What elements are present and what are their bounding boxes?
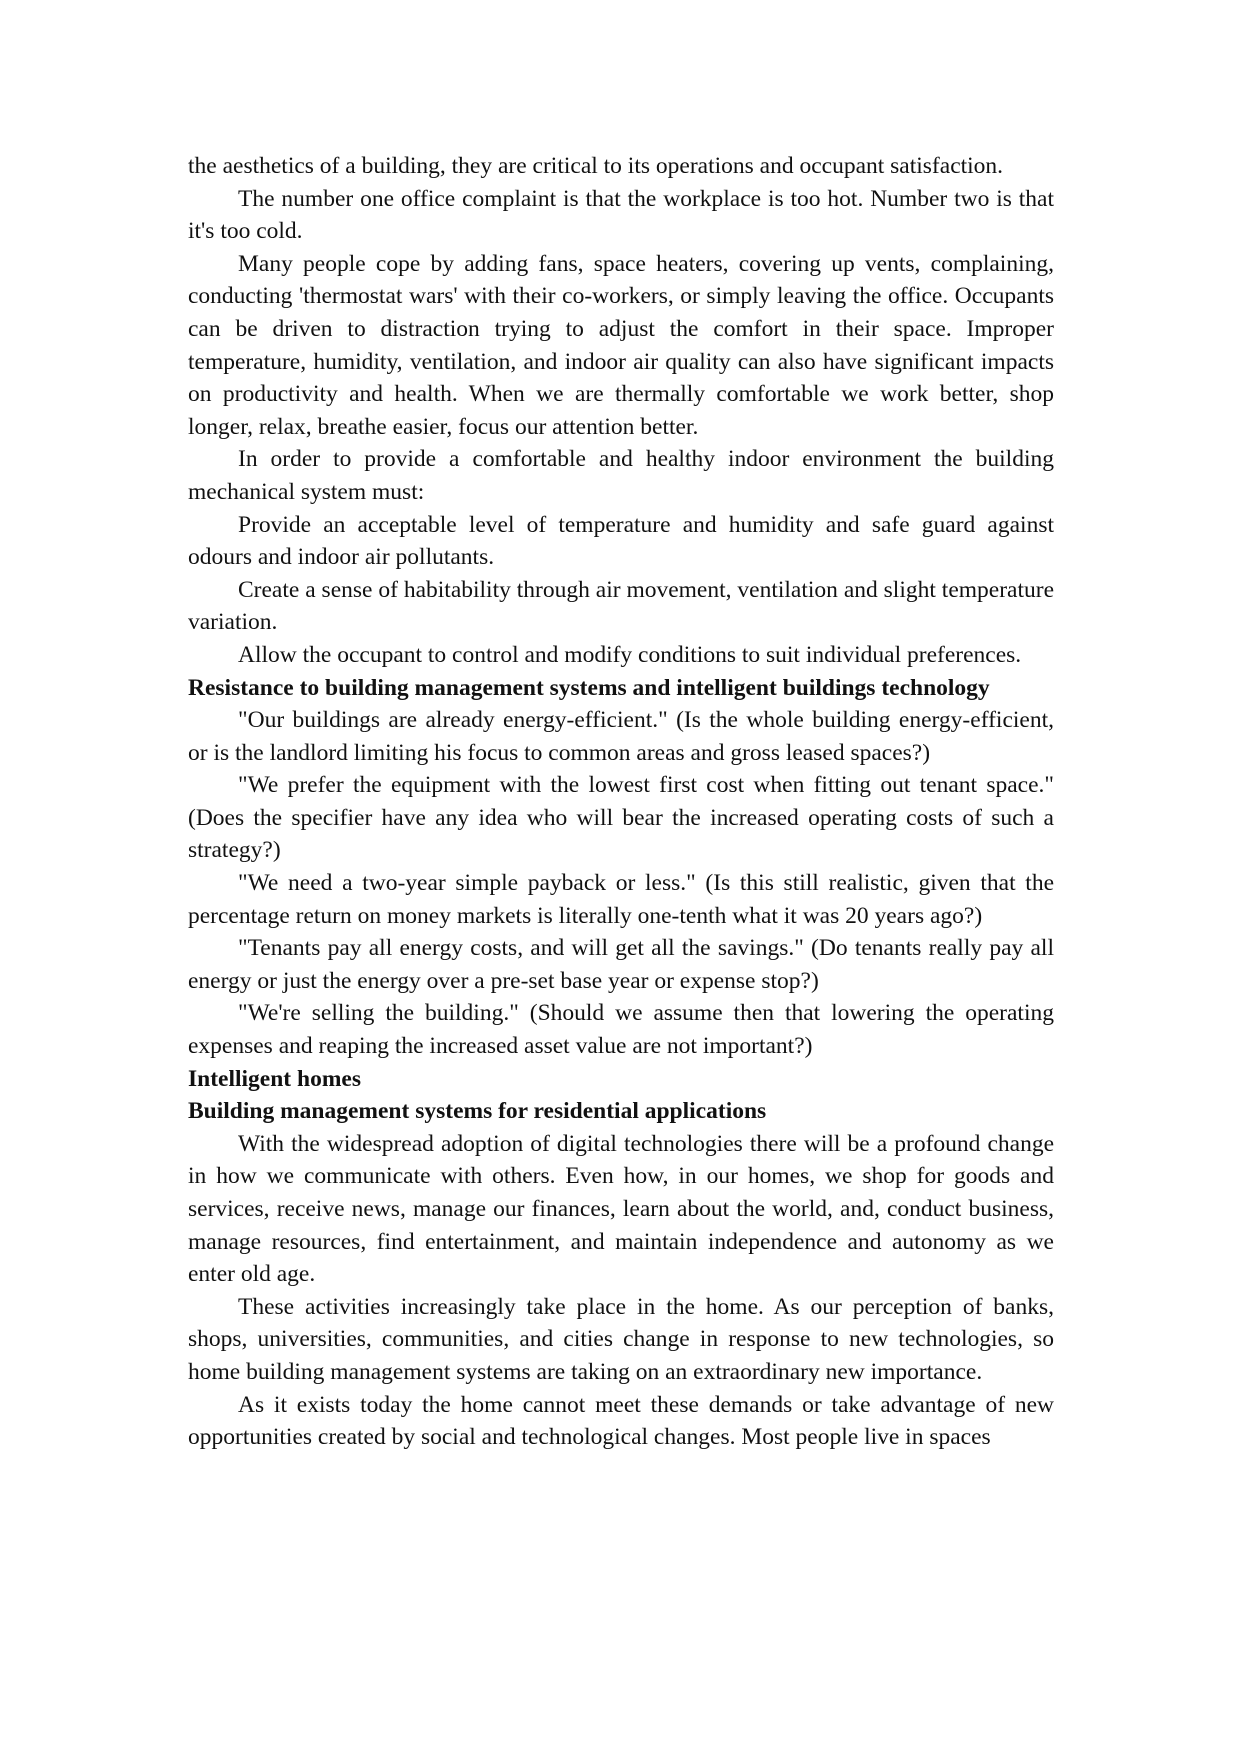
paragraph-payback: "We need a two-year simple payback or less." (Is this still realistic, given that the percentage return on money markets is literally one-tenth what it was 20 years ago?) (188, 870, 1054, 929)
paragraph-tenants: "Tenants pay all energy costs, and will get all the savings." (Do tenants really pay all energy or just the energy over a pre-set base year or expense stop?) (188, 935, 1054, 994)
paragraph-temperature: Provide an acceptable level of temperature and humidity and safe guard against odours and indoor air pollutants. (188, 511, 1054, 571)
paragraph-energy-efficient: "Our buildings are already energy-efficient." (Is the whole building energy-efficient, or is the landlord limiting his focus to common areas and gross leased spaces?) (188, 707, 1054, 766)
heading-residential: Building management systems for residential applications (188, 1098, 767, 1125)
paragraph-home-today: As it exists today the home cannot meet these demands or take advantage of new opportunities created by social and technological changes. Most people live in spaces (188, 1391, 1054, 1451)
paragraph-aesthetics: the aesthetics of a building, they are critical to its operations and occupant satisfaction. (188, 153, 1004, 179)
heading-intelligent-homes: Intelligent homes (188, 1065, 361, 1092)
paragraph-coping: Many people cope by adding fans, space heaters, covering up vents, complaining, conducting 'thermostat wars' with their co-workers, or simply leaving the office. Occupants can be driven to distraction trying to adjust the comfort in their space. Improper temperature, humidity, ventilation, and indoor air quality can also have significant impacts on productivity and health. When we are thermally comfortable we work better, shop longer, relax, breathe easier, focus our attention better. (188, 250, 1054, 440)
paragraph-first-cost: "We prefer the equipment with the lowest first cost when fitting out tenant space." (Does the specifier have any idea who will bear the increased operating costs of such a strategy?) (188, 772, 1054, 864)
paragraph-complaint: The number one office complaint is that the workplace is too hot. Number two is that it's too cold. (188, 185, 1054, 245)
paragraph-habitability: Create a sense of habitability through air movement, ventilation and slight temperature variation. (188, 576, 1054, 636)
paragraph-home-activities: These activities increasingly take place in the home. As our perception of banks, shops, universities, communities, and cities change in response to new technologies, so home building management systems are taking on an extraordinary new importance. (188, 1293, 1054, 1385)
paragraph-mechanical-system: In order to provide a comfortable and healthy indoor environment the building mechanical system must: (188, 446, 1054, 505)
paragraph-control: Allow the occupant to control and modify conditions to suit individual preferences. (238, 641, 1022, 668)
heading-resistance: Resistance to building management systems and intelligent buildings technology (188, 674, 990, 701)
paragraph-selling: "We're selling the building." (Should we assume then that lowering the operating expenses and reaping the increased asset value are not important?) (188, 1000, 1054, 1060)
paragraph-digital-adoption: With the widespread adoption of digital technologies there will be a profound change in how we communicate with others. Even how, in our homes, we shop for goods and services, receive news, manage our finances, learn about the world, and, conduct business, manage resources, find entertainment, and maintain independence and autonomy as we enter old age. (188, 1130, 1054, 1288)
body-text (188, 150, 1054, 1454)
